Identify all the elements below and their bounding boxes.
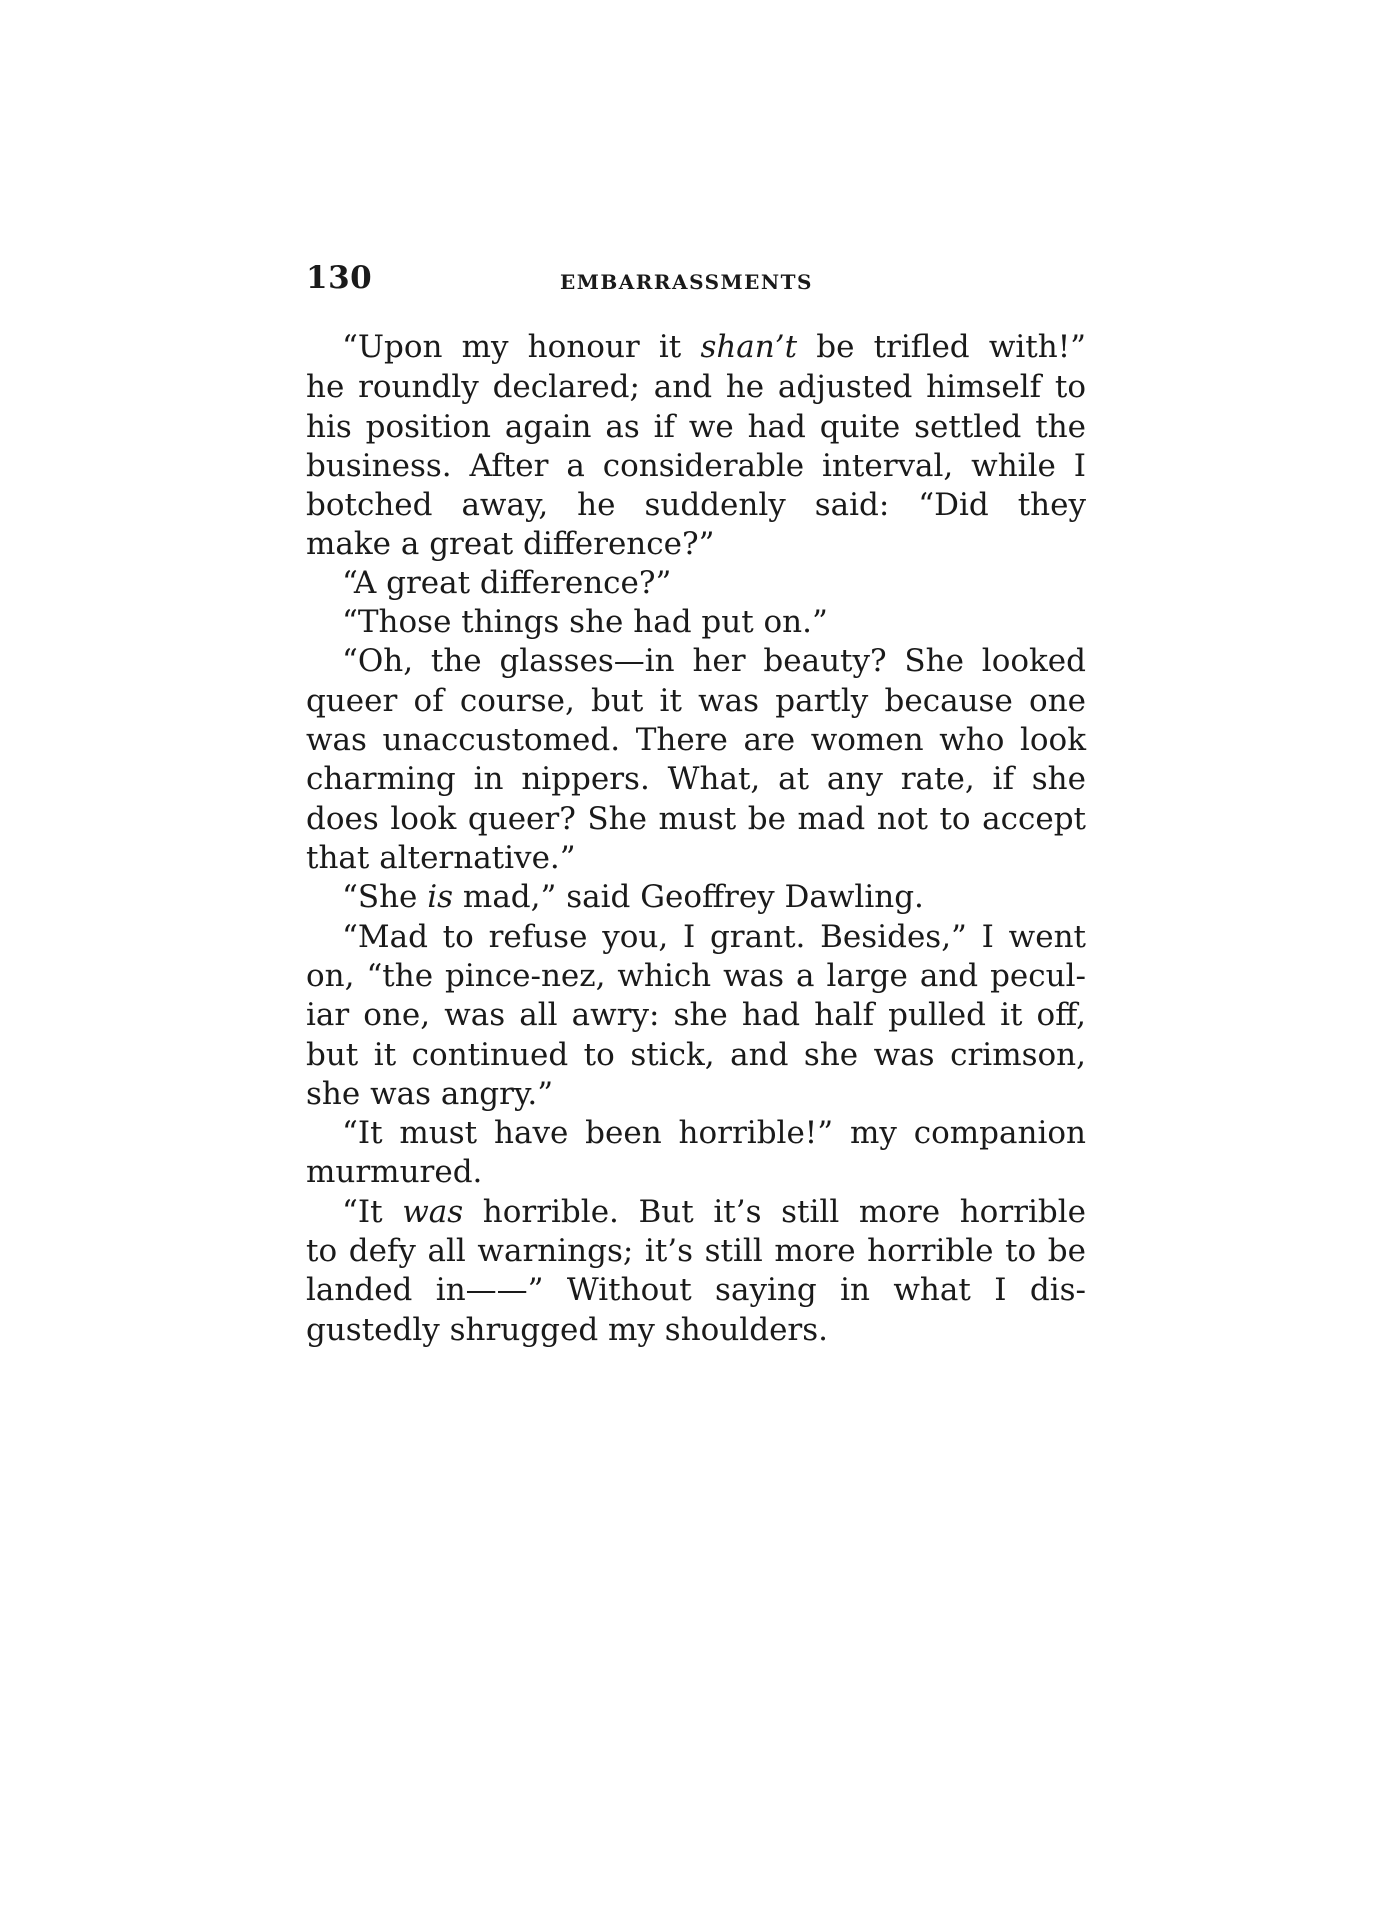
text-line: queer of course, but it was partly because one bbox=[306, 683, 1086, 719]
text-line: she was angry.” bbox=[306, 1076, 554, 1112]
text-line: he roundly declared; and he adjusted himself to bbox=[306, 369, 1086, 405]
text-line: “Upon my honour it shan’t be trifled with!” bbox=[342, 329, 1086, 365]
text-line: business. After a considerable interval, while I bbox=[306, 448, 1086, 484]
text-line: his position again as if we had quite settled the bbox=[306, 409, 1086, 445]
emphasis: is bbox=[427, 879, 454, 915]
text-line: on, “the pince-nez, which was a large and pecul- bbox=[306, 958, 1086, 994]
text-line: make a great difference?” bbox=[306, 526, 715, 562]
text-line: “Those things she had put on.” bbox=[342, 604, 828, 640]
text-line: “It must have been horrible!” my companion bbox=[342, 1115, 1086, 1151]
text-line: “It was horrible. But it’s still more horrible bbox=[342, 1194, 1086, 1230]
emphasis: was bbox=[402, 1194, 464, 1230]
text-line: was unaccustomed. There are women who look bbox=[306, 722, 1086, 758]
text-line: “A great difference?” bbox=[342, 565, 672, 601]
text-line: murmured. bbox=[306, 1154, 483, 1190]
text-line: does look queer? She must be mad not to accept bbox=[306, 801, 1086, 837]
running-head bbox=[306, 260, 1086, 300]
text-line: iar one, was all awry: she had half pulled it off, bbox=[306, 997, 1086, 1033]
text-line: charming in nippers. What, at any rate, if she bbox=[306, 761, 1086, 797]
text-line: “Oh, the glasses—in her beauty? She looked bbox=[342, 643, 1086, 679]
text-line: landed in——” Without saying in what I dis- bbox=[306, 1272, 1086, 1308]
text-line: but it continued to stick, and she was crimson, bbox=[306, 1037, 1086, 1073]
page-number: 130 bbox=[306, 260, 373, 296]
text-line: gustedly shrugged my shoulders. bbox=[306, 1312, 828, 1348]
emphasis: shan’t bbox=[700, 329, 798, 365]
text-line: to defy all warnings; it’s still more horrible to be bbox=[306, 1233, 1086, 1269]
text-line: botched away, he suddenly said: “Did they bbox=[306, 487, 1086, 523]
text-line: “Mad to refuse you, I grant. Besides,” I went bbox=[342, 919, 1086, 955]
text-line: that alternative.” bbox=[306, 840, 576, 876]
running-title: EMBARRASSMENTS bbox=[560, 270, 814, 294]
text-line: “She is mad,” said Geoffrey Dawling. bbox=[342, 879, 924, 915]
